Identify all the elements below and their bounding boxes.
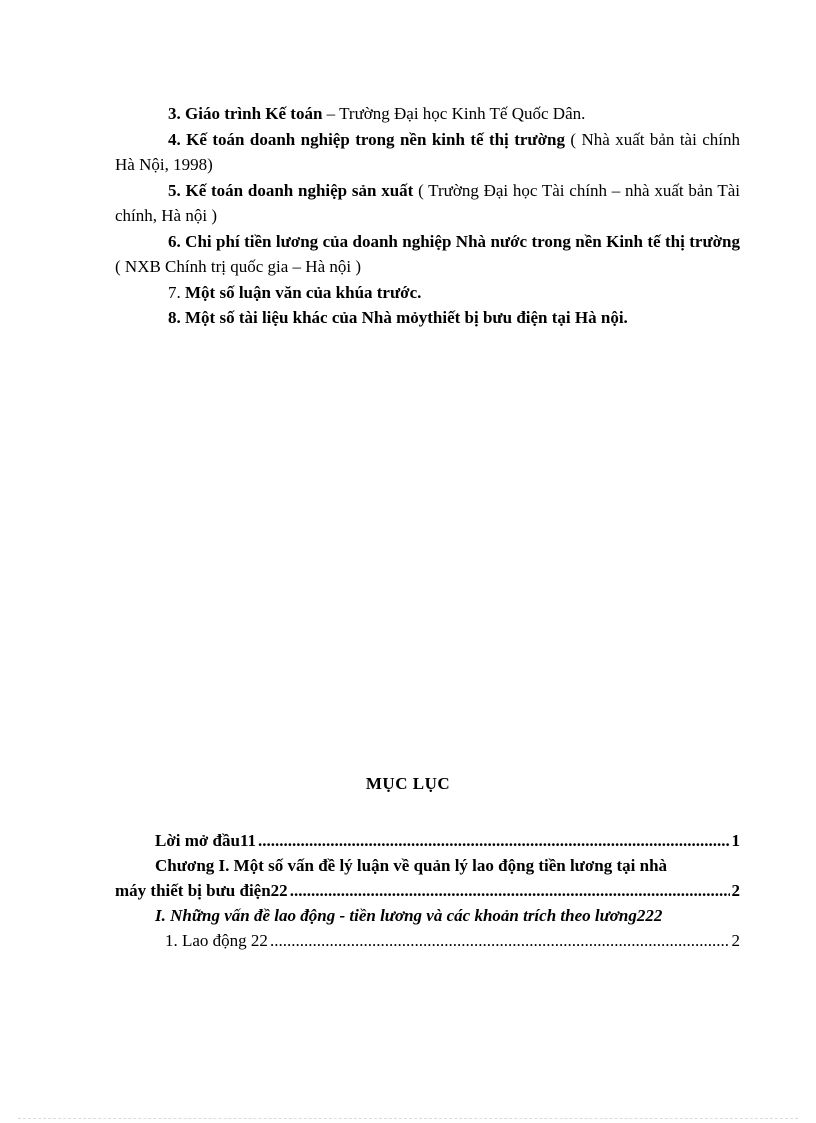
reference-number: 8. (168, 308, 181, 327)
toc-page-number: 1 (731, 831, 740, 850)
reference-source: ( Nhà xuất bản tài chính Hà Nội, 1998) (115, 129, 741, 174)
toc-leader (290, 878, 730, 903)
reference-item (115, 280, 740, 306)
reference-number: 5. (168, 180, 181, 200)
reference-title: Kế toán doanh nghiệp trong nền kinh tế thị trường (186, 129, 565, 149)
reference-list (115, 101, 740, 331)
toc-entry-label: 1. Lao động 22 (165, 931, 268, 950)
reference-source: ( NXB Chính trị quốc gia – Hà nội ) (115, 257, 361, 276)
table-of-contents (115, 828, 740, 953)
reference-number: 4. (168, 129, 181, 149)
reference-item (115, 305, 740, 331)
toc-page-number: 2 (731, 931, 740, 950)
toc-leader (270, 928, 730, 953)
reference-number: 3. (168, 104, 181, 123)
toc-page-number: 2 (731, 881, 740, 900)
reference-title: Một số tài liệu khác của Nhà mỏythiết bị bưu điện tại Hà nội. (185, 308, 628, 327)
page-bottom-rule (18, 1118, 798, 1119)
reference-source: ( Trường Đại học Tài chính – nhà xuất bản Tài chính, Hà nội ) (115, 180, 740, 225)
toc-entry[interactable] (115, 828, 740, 853)
reference-title: Một số luận văn của khúa trước. (185, 282, 422, 302)
reference-item (115, 178, 740, 229)
toc-entry-label: Chương I. Một số vấn đề lý luận về quản lý lao động tiền lương tại nhà (155, 856, 668, 875)
toc-entry-label: Lời mở đầu11 (155, 831, 257, 850)
reference-title: Chi phí tiền lương của doanh nghiệp Nhà nước trong nền Kinh tế thị trường (185, 231, 741, 251)
reference-item (115, 101, 740, 127)
toc-entry[interactable] (115, 903, 740, 928)
reference-number: 7. (168, 282, 181, 302)
reference-title: Kế toán doanh nghiệp sản xuất (185, 180, 414, 200)
toc-title: MỤC LỤC (365, 774, 451, 793)
reference-item (115, 229, 740, 280)
toc-entry-label-cont: máy thiết bị bưu điện22 (115, 881, 288, 900)
toc-entry[interactable] (115, 853, 740, 903)
reference-title: Giáo trình Kế toán (185, 104, 323, 123)
reference-source: – Trường Đại học Kinh Tế Quốc Dân. (322, 104, 586, 123)
reference-number: 6. (168, 231, 181, 251)
toc-entry-label: I. Những vấn đề lao động - tiền lương và các khoản trích theo lương222 (155, 906, 663, 925)
reference-item (115, 127, 740, 178)
toc-entry[interactable] (115, 928, 740, 953)
toc-leader (258, 828, 729, 853)
